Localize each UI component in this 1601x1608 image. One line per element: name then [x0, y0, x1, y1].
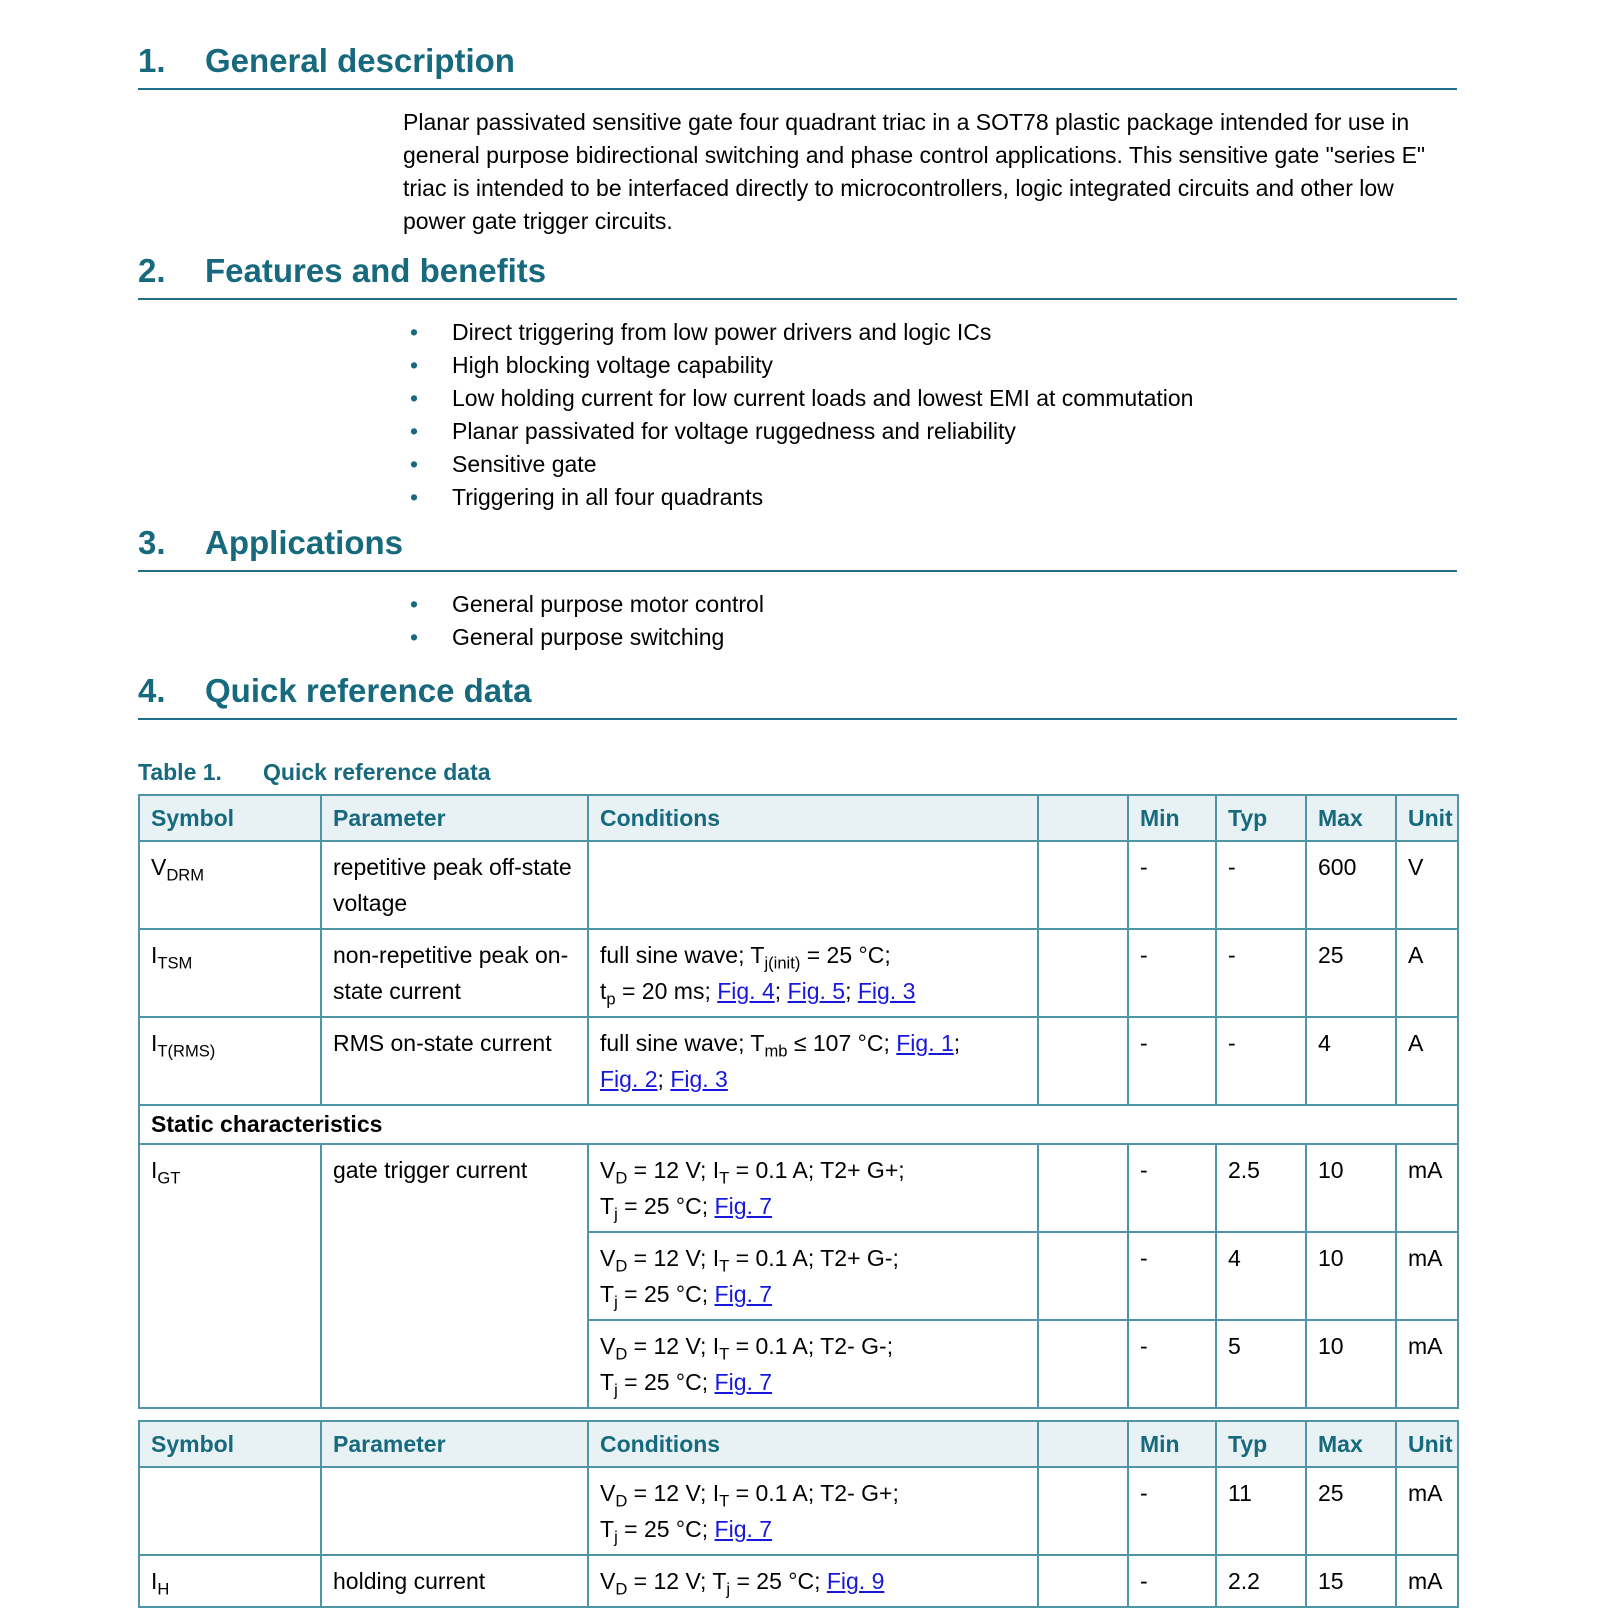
- subscript: j: [614, 1527, 618, 1547]
- table-caption-title: Quick reference data: [263, 759, 491, 785]
- list-item: [410, 415, 1457, 448]
- subscript: j(init): [764, 953, 801, 973]
- cell-min: -: [1128, 929, 1216, 1017]
- table-caption: [138, 756, 1457, 789]
- bullet-icon: •: [410, 385, 419, 411]
- cell-symbol: $I_{T(RMS)}$: [139, 1017, 321, 1105]
- cell-parameter: repetitive peak off-state voltage: [321, 841, 588, 929]
- quick-reference-table-part-2: [138, 1420, 1459, 1608]
- cell-typ: 2.2: [1216, 1555, 1306, 1607]
- section-title: General description: [205, 42, 515, 79]
- column-header-parameter: Parameter: [321, 795, 588, 841]
- column-header-spacer: [1038, 1421, 1128, 1467]
- cell-min: -: [1128, 1144, 1216, 1232]
- subscript: D: [615, 1491, 628, 1511]
- figure-link[interactable]: Fig. 7: [714, 1281, 773, 1307]
- cell-unit: mA: [1396, 1232, 1458, 1320]
- cell-conditions: $V_D = 12$ V; $I_T = 0.1$ A; T2- G+; $T_j = 25$ °C; Fig. 7: [588, 1467, 1038, 1555]
- table-row: [139, 1017, 1458, 1105]
- table-section-label: Static characteristics: [139, 1105, 1458, 1144]
- cell-unit: mA: [1396, 1555, 1458, 1607]
- subscript: p: [606, 989, 616, 1009]
- cell-spacer: [1038, 1144, 1128, 1232]
- cell-max: 10: [1306, 1320, 1396, 1408]
- table-row: [139, 841, 1458, 929]
- list-item-text: Direct triggering from low power drivers and logic ICs: [452, 319, 992, 345]
- cell-min: -: [1128, 1555, 1216, 1607]
- subscript: TSM: [157, 953, 193, 973]
- section-quick-reference-data: [138, 670, 1457, 1608]
- cell-symbol: $I_{TSM}$: [139, 929, 321, 1017]
- cell-typ: 4: [1216, 1232, 1306, 1320]
- column-header-symbol: Symbol: [139, 795, 321, 841]
- applications-list: [138, 588, 1457, 654]
- cell-conditions: $V_D = 12$ V; $I_T = 0.1$ A; T2+ G-; $T_j = 25$ °C; Fig. 7: [588, 1232, 1038, 1320]
- subscript: D: [615, 1344, 628, 1364]
- column-header-conditions: Conditions: [588, 1421, 1038, 1467]
- cell-max: 15: [1306, 1555, 1396, 1607]
- list-item-text: General purpose motor control: [452, 591, 764, 617]
- table-row: [139, 1555, 1458, 1607]
- table-row: [139, 929, 1458, 1017]
- cell-max: 25: [1306, 1467, 1396, 1555]
- section-rule: [138, 570, 1457, 572]
- section-heading: [138, 670, 1457, 711]
- cell-typ: -: [1216, 929, 1306, 1017]
- list-item-text: General purpose switching: [452, 624, 725, 650]
- cell-symbol: $I_{GT}$: [139, 1144, 321, 1408]
- column-header-unit: Unit: [1396, 795, 1458, 841]
- column-header-parameter: Parameter: [321, 1421, 588, 1467]
- section-rule: [138, 718, 1457, 720]
- list-item: [410, 621, 1457, 654]
- bullet-icon: •: [410, 319, 419, 345]
- subscript: j: [726, 1579, 731, 1599]
- section-number: 1.: [138, 42, 166, 79]
- table-caption-label: Table 1.: [138, 759, 222, 785]
- table-row: [139, 1144, 1458, 1232]
- cell-spacer: [1038, 929, 1128, 1017]
- subscript: D: [615, 1256, 628, 1276]
- section-general-description: [138, 40, 1457, 238]
- cell-conditions: $V_D = 12$ V; $T_j = 25$ °C; Fig. 9: [588, 1555, 1038, 1607]
- table-header-row: [139, 1421, 1458, 1467]
- figure-link[interactable]: Fig. 3: [857, 978, 916, 1004]
- cell-typ: 2.5: [1216, 1144, 1306, 1232]
- cell-min: -: [1128, 1017, 1216, 1105]
- cell-max: 10: [1306, 1144, 1396, 1232]
- figure-link[interactable]: Fig. 2: [600, 1066, 658, 1092]
- cell-max: 10: [1306, 1232, 1396, 1320]
- cell-min: -: [1128, 841, 1216, 929]
- cell-min: -: [1128, 1467, 1216, 1555]
- cell-symbol: [139, 1467, 321, 1555]
- list-item: [410, 448, 1457, 481]
- cell-spacer: [1038, 1232, 1128, 1320]
- figure-link[interactable]: Fig. 7: [714, 1193, 773, 1219]
- column-header-spacer: [1038, 795, 1128, 841]
- cell-symbol: $I_H$: [139, 1555, 321, 1607]
- subscript: T: [719, 1344, 730, 1364]
- column-header-conditions: Conditions: [588, 795, 1038, 841]
- general-description-text: Planar passivated sensitive gate four quadrant triac in a SOT78 plastic package intended for use in general purpose bidirectional switching and phase control applications. This sensitive gate "series E" triac is intended to be interfaced directly to microcontrollers, logic integrated circuits and other low power gate trigger circuits.: [403, 109, 1426, 234]
- features-list: [138, 316, 1457, 514]
- table-row: [139, 1467, 1458, 1555]
- column-header-min: Min: [1128, 1421, 1216, 1467]
- bullet-icon: •: [410, 418, 419, 444]
- list-item-text: Planar passivated for voltage ruggedness and reliability: [452, 418, 1016, 444]
- section-heading: [138, 250, 1457, 291]
- section-title: Quick reference data: [205, 672, 532, 709]
- cell-typ: 11: [1216, 1467, 1306, 1555]
- column-header-symbol: Symbol: [139, 1421, 321, 1467]
- section-heading: [138, 40, 1457, 81]
- cell-unit: A: [1396, 929, 1458, 1017]
- section-title: Applications: [205, 524, 404, 561]
- table-header-row: [139, 795, 1458, 841]
- cell-max: 600: [1306, 841, 1396, 929]
- figure-link[interactable]: Fig. 4: [717, 978, 775, 1004]
- subscript: H: [157, 1579, 170, 1599]
- table-section-row: [139, 1105, 1458, 1144]
- cell-parameter: gate trigger current: [321, 1144, 588, 1408]
- section-rule: [138, 88, 1457, 90]
- list-item: [410, 316, 1457, 349]
- list-item: [410, 481, 1457, 514]
- bullet-icon: •: [410, 451, 419, 477]
- list-item-text: Low holding current for low current loads and lowest EMI at commutation: [452, 385, 1194, 411]
- subscript: T: [719, 1168, 730, 1188]
- subscript: T: [719, 1256, 730, 1276]
- column-header-max: Max: [1306, 795, 1396, 841]
- cell-min: -: [1128, 1232, 1216, 1320]
- cell-spacer: [1038, 1467, 1128, 1555]
- cell-spacer: [1038, 1017, 1128, 1105]
- list-item: [410, 349, 1457, 382]
- cell-typ: -: [1216, 841, 1306, 929]
- cell-parameter: [321, 1467, 588, 1555]
- section-number: 3.: [138, 524, 166, 561]
- subscript: DRM: [166, 865, 205, 885]
- subscript: T: [719, 1491, 730, 1511]
- subscript: T(RMS): [157, 1041, 216, 1061]
- section-features-and-benefits: [138, 250, 1457, 514]
- subscript: GT: [157, 1168, 181, 1188]
- cell-parameter: non-repetitive peak on-state current: [321, 929, 588, 1017]
- bullet-icon: •: [410, 352, 419, 378]
- bullet-icon: •: [410, 484, 419, 510]
- list-item-text: Sensitive gate: [452, 451, 597, 477]
- cell-max: 25: [1306, 929, 1396, 1017]
- figure-link[interactable]: Fig. 1: [896, 1030, 954, 1056]
- figure-link[interactable]: Fig. 9: [826, 1568, 885, 1594]
- cell-min: -: [1128, 1320, 1216, 1408]
- cell-parameter: RMS on-state current: [321, 1017, 588, 1105]
- figure-link[interactable]: Fig. 5: [787, 978, 846, 1004]
- figure-link[interactable]: Fig. 7: [714, 1369, 773, 1395]
- subscript: D: [615, 1579, 628, 1599]
- cell-unit: V: [1396, 841, 1458, 929]
- list-item: [410, 382, 1457, 415]
- cell-symbol: $V_{DRM}$: [139, 841, 321, 929]
- subscript: j: [614, 1204, 618, 1224]
- cell-unit: A: [1396, 1017, 1458, 1105]
- section-applications: [138, 522, 1457, 654]
- cell-conditions: full sine wave; $T_{mb} \le 107$ °C; Fig. 1; Fig. 2; Fig. 3: [588, 1017, 1038, 1105]
- cell-unit: mA: [1396, 1467, 1458, 1555]
- cell-unit: mA: [1396, 1144, 1458, 1232]
- subscript: j: [614, 1292, 618, 1312]
- cell-parameter: holding current: [321, 1555, 588, 1607]
- column-header-typ: Typ: [1216, 795, 1306, 841]
- subscript: j: [614, 1380, 618, 1400]
- bullet-icon: •: [410, 624, 419, 650]
- cell-conditions: full sine wave; $T_{j(init)} = 25$ °C; $t_p = 20$ ms; Fig. 4; Fig. 5; Fig. 3: [588, 929, 1038, 1017]
- subscript: mb: [764, 1041, 788, 1061]
- cell-typ: -: [1216, 1017, 1306, 1105]
- cell-typ: 5: [1216, 1320, 1306, 1408]
- list-item-text: High blocking voltage capability: [452, 352, 773, 378]
- column-header-typ: Typ: [1216, 1421, 1306, 1467]
- section-number: 4.: [138, 672, 166, 709]
- subscript: D: [615, 1168, 628, 1188]
- bullet-icon: •: [410, 591, 419, 617]
- quick-reference-table-part-1: [138, 794, 1459, 1409]
- cell-spacer: [1038, 1320, 1128, 1408]
- cell-spacer: [1038, 1555, 1128, 1607]
- column-header-min: Min: [1128, 795, 1216, 841]
- cell-conditions: $V_D = 12$ V; $I_T = 0.1$ A; T2- G-; $T_j = 25$ °C; Fig. 7: [588, 1320, 1038, 1408]
- section-number: 2.: [138, 252, 166, 289]
- list-item-text: Triggering in all four quadrants: [452, 484, 764, 510]
- section-rule: [138, 298, 1457, 300]
- section-title: Features and benefits: [205, 252, 547, 289]
- column-header-max: Max: [1306, 1421, 1396, 1467]
- figure-link[interactable]: Fig. 3: [670, 1066, 728, 1092]
- cell-spacer: [1038, 841, 1128, 929]
- column-header-unit: Unit: [1396, 1421, 1458, 1467]
- figure-link[interactable]: Fig. 7: [714, 1516, 773, 1542]
- list-item: [410, 588, 1457, 621]
- section-heading: [138, 522, 1457, 563]
- cell-conditions: $V_D = 12$ V; $I_T = 0.1$ A; T2+ G+; $T_j = 25$ °C; Fig. 7: [588, 1144, 1038, 1232]
- cell-conditions: [588, 841, 1038, 929]
- cell-max: 4: [1306, 1017, 1396, 1105]
- cell-unit: mA: [1396, 1320, 1458, 1408]
